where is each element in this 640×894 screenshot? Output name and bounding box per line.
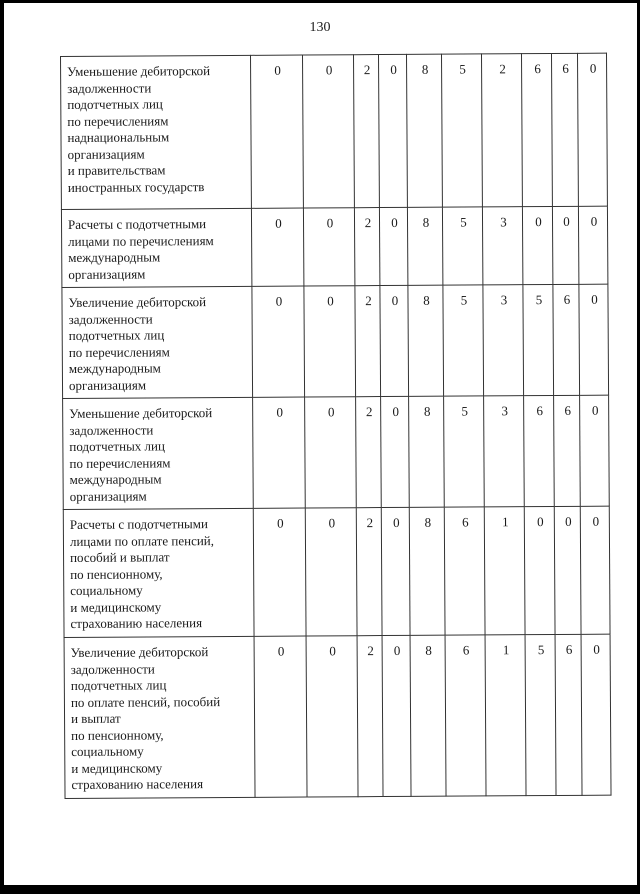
description-line: пособий и выплат — [70, 549, 170, 565]
code-digit: 0 — [580, 395, 610, 506]
code-digit: 0 — [253, 508, 306, 636]
description-line: подотчетных лиц — [69, 438, 165, 454]
table-row — [61, 206, 607, 287]
code-digit: 0 — [378, 54, 407, 207]
description-line: задолженности — [70, 660, 155, 677]
code-digit: 0 — [253, 397, 306, 508]
description-line: по пенсионному, — [71, 726, 164, 743]
description-line: по перечислениям — [69, 454, 171, 471]
code-digit: 0 — [254, 636, 307, 797]
description-line: подотчетных лиц — [70, 677, 167, 693]
description-line: социальному — [70, 582, 143, 598]
description-line: по перечислениям — [67, 112, 169, 129]
code-digit: 3 — [483, 285, 524, 396]
code-digit: 5 — [442, 207, 482, 285]
description-line: организациям — [67, 145, 145, 162]
description-line: международным — [69, 471, 162, 487]
code-digit: 0 — [579, 284, 609, 395]
description-line: подотчетных лиц — [68, 327, 165, 343]
code-digit: 6 — [521, 53, 552, 206]
account-description — [64, 636, 255, 798]
account-description — [62, 286, 253, 398]
description-line: и выплат — [71, 710, 121, 726]
code-digit: 2 — [353, 55, 379, 208]
description-line: подотчетных лиц — [67, 96, 163, 112]
code-digit: 0 — [554, 506, 581, 634]
code-digit: 5 — [443, 285, 484, 396]
code-digit: 8 — [410, 635, 446, 796]
description-line: и медицинскому — [70, 598, 162, 615]
code-digit: 5 — [444, 396, 485, 507]
code-digit: 0 — [577, 53, 607, 206]
code-digit: 0 — [250, 55, 303, 208]
description-line: Расчеты с подотчетными — [67, 216, 207, 232]
code-digit: 5 — [525, 634, 556, 795]
table-row — [61, 53, 608, 209]
code-digit: 5 — [523, 284, 554, 395]
code-digit: 2 — [356, 397, 382, 508]
description-line: задолженности — [67, 79, 152, 96]
code-digit: 6 — [444, 507, 485, 635]
table-row — [64, 634, 611, 798]
description-line: страхованию населения — [70, 615, 203, 631]
description-line: иностранных государств — [67, 178, 205, 195]
description-line: лицами по оплате пенсий, — [69, 532, 215, 549]
code-digit: 0 — [379, 207, 407, 285]
code-digit: 0 — [552, 206, 578, 284]
code-digit: 0 — [524, 506, 555, 634]
code-digit: 0 — [306, 636, 358, 797]
description-line: задолженности — [68, 310, 153, 327]
code-digit: 0 — [381, 396, 410, 507]
code-digit: 0 — [252, 286, 305, 397]
code-digit: 0 — [303, 208, 354, 286]
description-line: и медицинскому — [71, 759, 163, 776]
account-description — [63, 397, 254, 509]
code-digit: 2 — [355, 286, 381, 397]
code-digit: 0 — [580, 506, 610, 634]
description-line: Увеличение дебиторской — [70, 644, 209, 660]
code-digit: 6 — [524, 395, 555, 506]
description-line: задолженности — [69, 421, 154, 438]
account-code-table — [60, 53, 612, 799]
code-digit: 3 — [482, 207, 522, 285]
account-description — [63, 508, 254, 637]
code-digit: 8 — [407, 207, 442, 285]
code-digit: 6 — [445, 635, 486, 796]
description-line: по пенсионному, — [70, 565, 163, 582]
description-line: организациям — [69, 487, 147, 504]
description-line: и правительствам — [67, 162, 166, 178]
code-digit: 6 — [551, 53, 578, 206]
description-line: Уменьшение дебиторской — [69, 405, 213, 421]
code-digit: 0 — [382, 635, 411, 796]
code-digit: 0 — [381, 507, 410, 635]
code-digit: 0 — [305, 397, 357, 508]
account-description — [61, 208, 251, 287]
code-digit: 0 — [581, 634, 611, 795]
description-line: организациям — [68, 265, 146, 282]
description-line: международным — [68, 249, 161, 265]
page-number: 130 — [309, 20, 331, 35]
code-digit: 2 — [481, 54, 522, 207]
description-line: социальному — [71, 743, 144, 759]
description-line: Увеличение дебиторской — [68, 294, 207, 310]
table-row — [62, 284, 609, 398]
code-digit: 0 — [304, 286, 356, 397]
description-line: по перечислениям — [68, 343, 170, 360]
description-line: Расчеты с подотчетными — [69, 516, 208, 532]
description-line: по оплате пенсий, пособий — [70, 693, 221, 710]
table-row — [63, 506, 610, 637]
code-digit: 5 — [441, 54, 482, 207]
code-digit: 2 — [357, 636, 383, 797]
code-digit: 0 — [578, 206, 607, 284]
code-digit: 6 — [553, 284, 580, 395]
code-digit: 3 — [484, 396, 525, 507]
code-digit: 0 — [305, 508, 357, 636]
code-digit: 1 — [484, 507, 525, 635]
description-line: Уменьшение дебиторской — [67, 63, 211, 79]
account-description — [61, 55, 252, 209]
code-digit: 8 — [406, 54, 442, 207]
description-line: организациям — [68, 376, 147, 393]
code-digit: 8 — [409, 396, 445, 507]
description-line: лицами по перечислениям — [68, 232, 214, 249]
description-line: международным — [68, 360, 161, 376]
code-digit: 0 — [251, 208, 303, 286]
description-line: страхованию населения — [71, 776, 204, 792]
code-digit: 2 — [354, 208, 379, 286]
code-digit: 8 — [409, 507, 445, 635]
code-digit: 0 — [302, 55, 354, 208]
code-digit: 1 — [485, 635, 526, 796]
code-digit: 0 — [522, 206, 552, 284]
code-digit: 6 — [554, 395, 581, 506]
description-line: наднациональным — [67, 129, 170, 145]
table-row — [63, 395, 610, 509]
code-digit: 6 — [555, 634, 582, 795]
code-digit: 8 — [408, 285, 444, 396]
code-digit: 0 — [380, 285, 409, 396]
code-digit: 2 — [356, 508, 382, 636]
